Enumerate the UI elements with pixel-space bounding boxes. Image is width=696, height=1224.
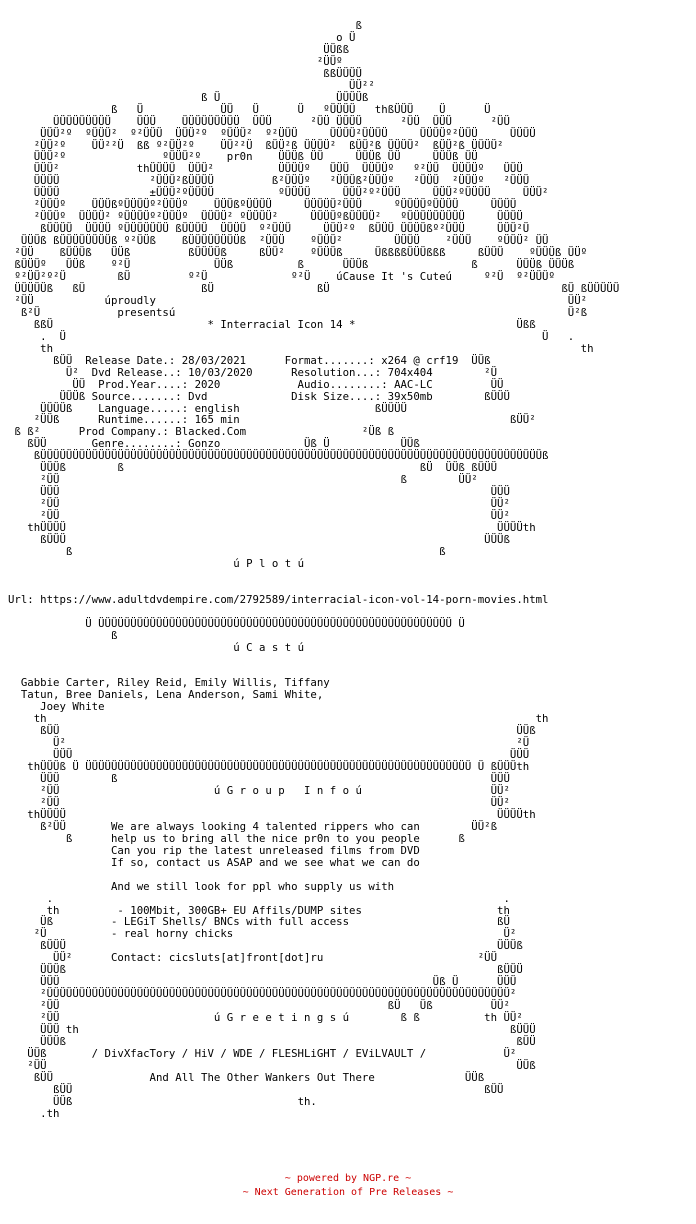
footer-powered-by: ~ powered by NGP.re ~: [284, 1173, 412, 1184]
greetings-heading: ú G r e e t i n g s ú: [213, 1011, 350, 1025]
cast-heading: ú C a s t ú: [233, 640, 304, 654]
nfo-text: ß o Ü ÜÜßß ²ÜÜº ßßÜÜÜÜ ÜÜ²² ß Ü ÜÜÜÜß ß Ü ÜÜ Ü Ü ºÜÜÜÜ thßÜÜÜ Ü Ü ÜÜÜÜÜÜÜÜÜ ÜÜÜ ÜÜÜÜÜÜÜÜÜ ÜÜÜ ²ÜÜ ÜÜÜÜ ²ÜÜ ÜÜÜ ²ÜÜ ÜÜÜ²º ºÜÜÜ² º²ÜÜÜ ÜÜÜ²º ºÜÜÜ² º²ÜÜÜ ÜÜÜÜ²ÜÜÜÜ ÜÜÜÜº²ÜÜÜ ÜÜÜÜ ²ÜÜ²º ÜÜ²²Ü ßß º²ÜÜ²º ÜÜ²²Ü ßÜÜ²ß ÜÜÜÜ² ßÜÜ²ß ÜÜÜÜ² ßÜÜ²ß ÜÜÜÜ² ÜÜÜ²º ºÜÜÜ²º pr0n ÜÜÜß ÜÜ ÜÜÜß ÜÜ ÜÜÜß ÜÜ ÜÜÜ² thÜÜÜÜ ÜÜÜ² ÜÜÜÜº ÜÜÜ ÜÜÜÜº º²ÜÜ ÜÜÜÜº ÜÜÜ ÜÜÜÜ ²ÜÜÜ²ßÜÜÜÜ ß²ÜÜÜº ²ÜÜÜß²ÜÜÜº ²ÜÜÜ ²ÜÜÜº ²ÜÜÜ ÜÜÜÜ ±ÜÜÜ²ºÜÜÜÜ ºÜÜÜÜ ÜÜÜ²º²ÜÜÜ ÜÜÜ²ºÜÜÜÜ ÜÜÜ² ²ÜÜÜº ÜÜÜßºÜÜÜÜº²ÜÜÜº ÜÜÜßºÜÜÜÜ ÜÜÜÜÜ²ÜÜÜ ºÜÜÜÜºÜÜÜÜ ÜÜÜÜ ²ÜÜÜº ÜÜÜÜ² ºÜÜÜÜº²ÜÜÜº ÜÜÜÜ² ºÜÜÜÜ² ÜÜÜÜºßÜÜÜÜ² ºÜÜÜÜÜÜÜÜÜ ÜÜÜÜ ßÜÜÜÜ ÜÜÜÜ ºÜÜÜÜÜÜÜ ßÜÜÜÜ ÜÜÜÜ º²ÜÜÜ ÜÜÜ²º ßÜÜÜ ÜÜÜÜßº²ÜÜÜ ÜÜÜ²Ü ÜÜÜß ßÜÜÜÜÜÜÜÜß º²ÜÜß ßÜÜÜÜÜÜÜÜß ²ÜÜÜ ºÜÜÜ² ÜÜÜÜ ²ÜÜÜ ºÜÜÜ² ÜÜ ²ÜÜ ßÜÜÜß ÜÜß ßÜÜÜÜß ßÜÜ² ºÜÜÜß ÜßßßßÜÜÜßßß ßÜÜÜ ºÜÜÜß ÜÜº ßÜÜÜº ÜÜß º²Ü ÜÜß ß ÜÜÜß ß ÜÜÜß ÜÜÜß º²ÜÜ²º²Ü ßÜ º²Ü º²Ü úCause It 's Cuteú º²Ü º²ÜÜÜº ÜÜÜÜÜß ßÜ ßÜ ßÜ ßÜ ßÜÜÜÜÜ ²ÜÜ úproudly ÜÜ² ß²Ü presentsú Ü²ß ßßÜ * Interracial Icon 14 * Üßß . Ü Ü . th th ßÜÜ Release Date.: 28/03/2021 Format.......: x264 @ crf19 ÜÜß Ü² Dvd Release..: 10/03/2020 Resolution...: 704x404 ²Ü ÜÜ Prod.Year....: 2020 Audio........: AAC-LC ÜÜ ÜÜÜß Source.......: Dvd Disk Size....: 39x50mb ßÜÜÜ ÜÜÜÜß Language.....: english ßÜÜÜÜ ²ÜÜß Runtime......: 165 min ßÜÜ² ß ß² Prod Company.: Blacked.Com ²Üß ß ßÜÜ Genre........: Gonzo Üß Ü ÜÜß ßÜÜÜÜÜÜÜÜÜÜÜÜÜÜÜÜÜÜÜÜÜÜÜÜÜÜÜÜÜÜÜÜÜÜÜÜÜÜÜÜÜÜÜÜÜÜÜÜÜÜÜÜÜÜÜÜÜÜÜÜÜÜÜÜÜÜÜÜÜÜÜÜÜÜÜÜÜÜß ÜÜÜß ß ßÜ ÜÜß ßÜÜÜ ²ÜÜ ß ÜÜ² ÜÜÜ ÜÜÜ ²ÜÜ ÜÜ² ²ÜÜ ÜÜ² thÜÜÜÜ ÜÜÜÜth ßÜÜÜ ÜÜÜß ß ß ú P l o t ú Url: https://www.adultdvdempire.com/2792589/interracial-icon-vol-14-porn-movies.html Ü ÜÜÜÜÜÜÜÜÜÜÜÜÜÜÜÜÜÜÜÜÜÜÜÜÜÜÜÜÜÜÜÜÜÜÜÜÜÜÜÜÜÜÜÜÜÜÜÜÜÜÜÜÜÜÜ Ü ß ú C a s t ú Gabbie Carter, Riley Reid, Emily Willis, Tiffany Tatun, Bree Daniels, Lena Anderson, Sami White, Joey White th th ßÜÜ ÜÜß Ü² ²Ü ÜÜÜ ÜÜÜ thÜÜÜß Ü ÜÜÜÜÜÜÜÜÜÜÜÜÜÜÜÜÜÜÜÜÜÜÜÜÜÜÜÜÜÜÜÜÜÜÜÜÜÜÜÜÜÜÜÜÜÜÜÜÜÜÜÜÜÜÜÜÜÜÜÜ Ü ßÜÜÜth ÜÜÜ ß ÜÜÜ ²ÜÜ ú G r o u p I n f o ú ÜÜ² ²ÜÜ ÜÜ² thÜÜÜÜ ÜÜÜÜth ß²ÜÜ We are always looking 4 talented rippers who can ÜÜ²ß ß help us to bring all the nice pr0n to you people ß Can you rip the latest unreleased films from DVD If so, contact us ASAP and we see what we can do And we still look for ppl who supply us with . . th - 100Mbit, 300GB+ EU Affils/DUMP sites th Üß - LEGiT Shells/ BNCs with full access ßÜ ²Ü - real horny chicks Ü² ßÜÜÜ ÜÜÜß ÜÜ² Contact: cicsluts[at]front[dot]ru ²ÜÜ ÜÜÜß ßÜÜÜ ÜÜÜ Üß Ü ÜÜÜ ²ÜÜÜÜÜÜÜÜÜÜÜÜÜÜÜÜÜÜÜÜÜÜÜÜÜÜÜÜÜÜÜÜÜÜÜÜÜÜÜÜÜÜÜÜÜÜÜÜÜÜÜÜÜÜÜÜÜÜÜÜÜÜÜÜÜÜÜÜÜÜÜÜ² ²ÜÜ ßÜ Üß ÜÜ² ²ÜÜ ú G r e e t i n g s ú ß ß th ÜÜ² ÜÜÜ th ßÜÜÜ ÜÜÜß ßÜÜ ÜÜß / DivXfacTory / HiV / WDE / FLESHLiGHT / EViLVAULT / Ü² ²ÜÜ ÜÜß ßÜÜ And All The Other Wankers Out There ÜÜß ßÜÜ ßÜÜ ÜÜß th. .th: [8, 19, 620, 1120]
url-line: Url: https://www.adultdvdempire.com/2792589/interracial-icon-vol-14-porn-movies.html: [8, 592, 549, 606]
group-heading: ú G r o u p I n f o ú: [213, 784, 362, 797]
footer-tagline: ~ Next Generation of Pre Releases ~: [242, 1187, 454, 1198]
plot-heading: ú P l o t ú: [233, 556, 304, 570]
footer: [0, 1172, 696, 1200]
end-mark: th.: [297, 1094, 317, 1108]
